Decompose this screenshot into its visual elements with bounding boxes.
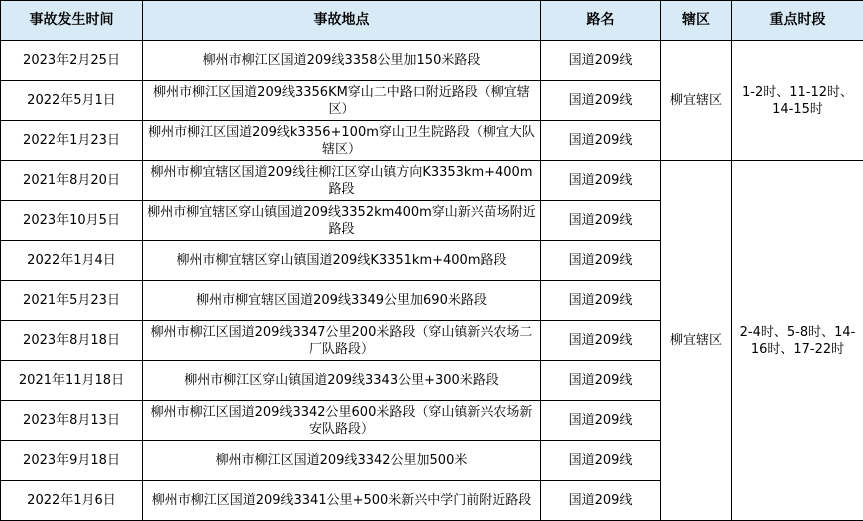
location-cell: 柳州市柳江区穿山镇国道209线3343公里+300米路段 <box>143 361 541 401</box>
location-cell: 柳州市柳江区国道209线3341公里+500米新兴中学门前附近路段 <box>143 481 541 521</box>
date-cell: 2023年9月18日 <box>1 441 143 481</box>
location-cell: 柳州市柳江区国道209线3342公里加500米 <box>143 441 541 481</box>
location-cell: 柳州市柳江区国道209线3356KM穿山二中路口附近路段（柳宜辖区） <box>143 81 541 121</box>
date-cell: 2022年1月6日 <box>1 481 143 521</box>
header-road: 路名 <box>541 1 661 41</box>
date-cell: 2022年1月23日 <box>1 121 143 161</box>
key-period-cell: 1-2时、11-12时、14-15时 <box>732 41 863 161</box>
location-cell: 柳州市柳宜辖区穿山镇国道209线K3351km+400m路段 <box>143 241 541 281</box>
road-cell: 国道209线 <box>541 281 661 321</box>
location-cell: 柳州市柳宜辖区国道209线往柳江区穿山镇方向K3353km+400m路段 <box>143 161 541 201</box>
header-key-period: 重点时段 <box>732 1 863 41</box>
date-cell: 2021年11月18日 <box>1 361 143 401</box>
location-cell: 柳州市柳江区国道209线3347公里200米路段（穿山镇新兴农场二厂队路段） <box>143 321 541 361</box>
key-period-cell: 2-4时、5-8时、14-16时、17-22时 <box>732 161 863 521</box>
header-location: 事故地点 <box>143 1 541 41</box>
date-cell: 2023年8月18日 <box>1 321 143 361</box>
location-cell: 柳州市柳江区国道209线3358公里加150米路段 <box>143 41 541 81</box>
location-cell: 柳州市柳江区国道209线3342公里600米路段（穿山镇新兴农场新安队路段） <box>143 401 541 441</box>
district-cell: 柳宜辖区 <box>661 41 732 161</box>
table-row <box>1 41 863 81</box>
road-cell: 国道209线 <box>541 481 661 521</box>
date-cell: 2022年1月4日 <box>1 241 143 281</box>
date-cell: 2021年8月20日 <box>1 161 143 201</box>
road-cell: 国道209线 <box>541 81 661 121</box>
date-cell: 2023年10月5日 <box>1 201 143 241</box>
road-cell: 国道209线 <box>541 441 661 481</box>
road-cell: 国道209线 <box>541 321 661 361</box>
district-cell: 柳宜辖区 <box>661 161 732 521</box>
road-cell: 国道209线 <box>541 41 661 81</box>
location-cell: 柳州市柳宜辖区国道209线3349公里加690米路段 <box>143 281 541 321</box>
road-cell: 国道209线 <box>541 241 661 281</box>
road-cell: 国道209线 <box>541 401 661 441</box>
header-date: 事故发生时间 <box>1 1 143 41</box>
date-cell: 2022年5月1日 <box>1 81 143 121</box>
road-cell: 国道209线 <box>541 361 661 401</box>
road-cell: 国道209线 <box>541 201 661 241</box>
road-cell: 国道209线 <box>541 121 661 161</box>
table-header <box>1 1 863 41</box>
table-body <box>1 41 863 521</box>
location-cell: 柳州市柳宜辖区穿山镇国道209线3352km400m穿山新兴苗场附近路段 <box>143 201 541 241</box>
table-row <box>1 161 863 201</box>
location-cell: 柳州市柳江区国道209线k3356+100m穿山卫生院路段（柳宜大队辖区） <box>143 121 541 161</box>
road-cell: 国道209线 <box>541 161 661 201</box>
date-cell: 2023年2月25日 <box>1 41 143 81</box>
header-row <box>1 1 863 41</box>
date-cell: 2023年8月13日 <box>1 401 143 441</box>
date-cell: 2021年5月23日 <box>1 281 143 321</box>
header-district: 辖区 <box>661 1 732 41</box>
